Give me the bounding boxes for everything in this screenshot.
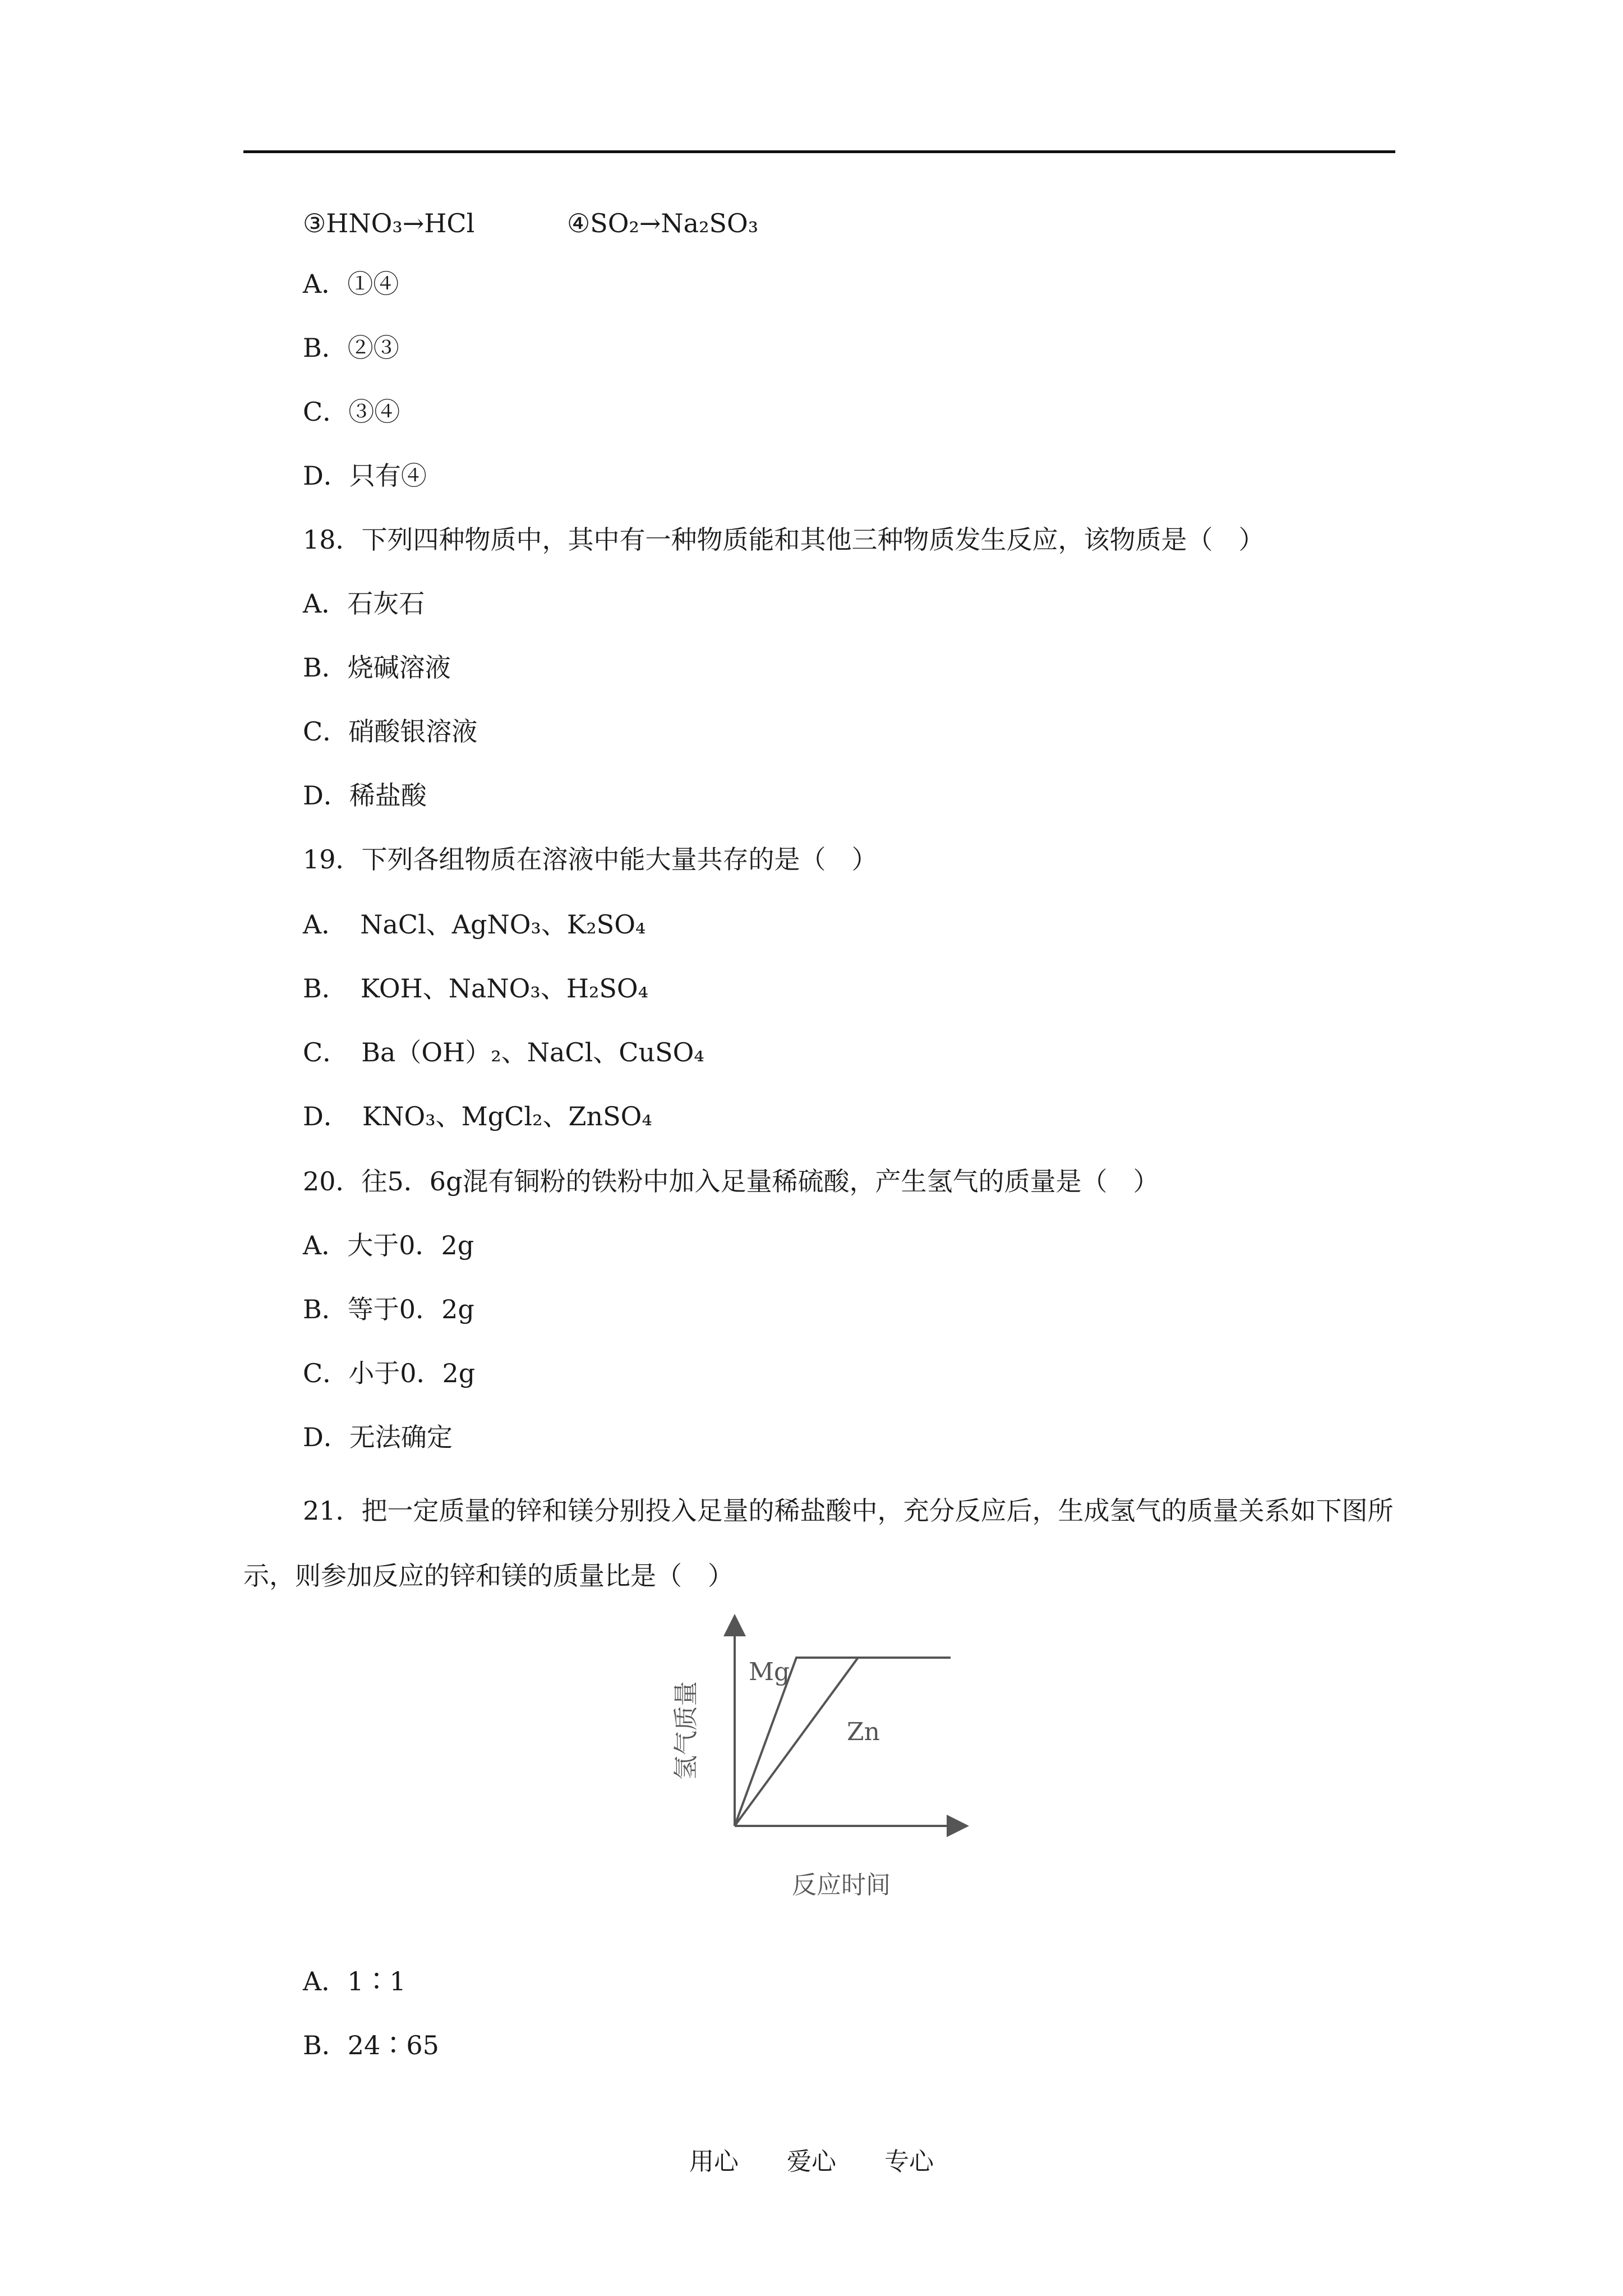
q19-option-d: D． KNO₃、MgCl₂、ZnSO₄ <box>303 1101 652 1131</box>
q17-item-4: ④SO₂→Na₂SO₃ <box>566 208 759 238</box>
q21-option-b: B．24∶65 <box>303 2030 439 2060</box>
x-axis-label: 反应时间 <box>792 1871 891 1899</box>
q21-figure <box>662 1602 987 1916</box>
q18-option-b: B．烧碱溶液 <box>303 652 451 683</box>
zn-label: Zn <box>847 1718 880 1746</box>
mg-label: Mg <box>749 1658 790 1686</box>
footer-part-3: 专心 <box>884 2147 934 2176</box>
footer <box>0 2146 1623 2178</box>
q20-stem: 20．往5．6g混有铜粉的铁粉中加入足量稀硫酸，产生氢气的质量是（ ） <box>303 1166 1159 1197</box>
header-rule <box>243 150 1395 153</box>
q19-option-a: A． NaCl、AgNO₃、K₂SO₄ <box>303 909 646 940</box>
q17-item-3: ③HNO₃→HCl <box>303 208 475 238</box>
q21-stem <box>243 1478 1399 1608</box>
q20-option-b: B．等于0．2g <box>303 1294 474 1324</box>
q17-option-d: D．只有④ <box>303 461 427 491</box>
q19-stem: 19．下列各组物质在溶液中能大量共存的是（ ） <box>303 844 878 875</box>
q17-option-c: C．③④ <box>303 397 400 427</box>
q18-option-a: A．石灰石 <box>303 588 425 619</box>
footer-part-1: 用心 <box>689 2147 739 2176</box>
q19-option-c: C． Ba（OH）₂、NaCl、CuSO₄ <box>303 1037 704 1068</box>
q20-option-c: C．小于0．2g <box>303 1358 476 1388</box>
q20-option-d: D．无法确定 <box>303 1422 453 1452</box>
q21-chart <box>662 1602 987 1916</box>
y-axis-label: 氢气质量 <box>672 1681 700 1780</box>
q20-option-a: A．大于0．2g <box>303 1230 474 1260</box>
q21-option-a: A．1∶1 <box>303 1966 406 1996</box>
q18-option-d: D．稀盐酸 <box>303 780 427 811</box>
q18-option-c: C．硝酸银溶液 <box>303 716 478 747</box>
q18-stem: 18．下列四种物质中，其中有一种物质能和其他三种物质发生反应，该物质是（ ） <box>303 524 1265 555</box>
q17-option-a: A．①④ <box>303 269 399 299</box>
footer-part-2: 爱心 <box>787 2147 836 2176</box>
q17-items-line <box>303 206 758 240</box>
q17-option-b: B．②③ <box>303 333 399 363</box>
q21-stem-text: 21．把一定质量的锌和镁分别投入足量的稀盐酸中，充分反应后，生成氢气的质量关系如下图所示，则参加反应的锌和镁的质量比是（ ） <box>243 1496 1394 1591</box>
q19-option-b: B． KOH、NaNO₃、H₂SO₄ <box>303 973 649 1004</box>
